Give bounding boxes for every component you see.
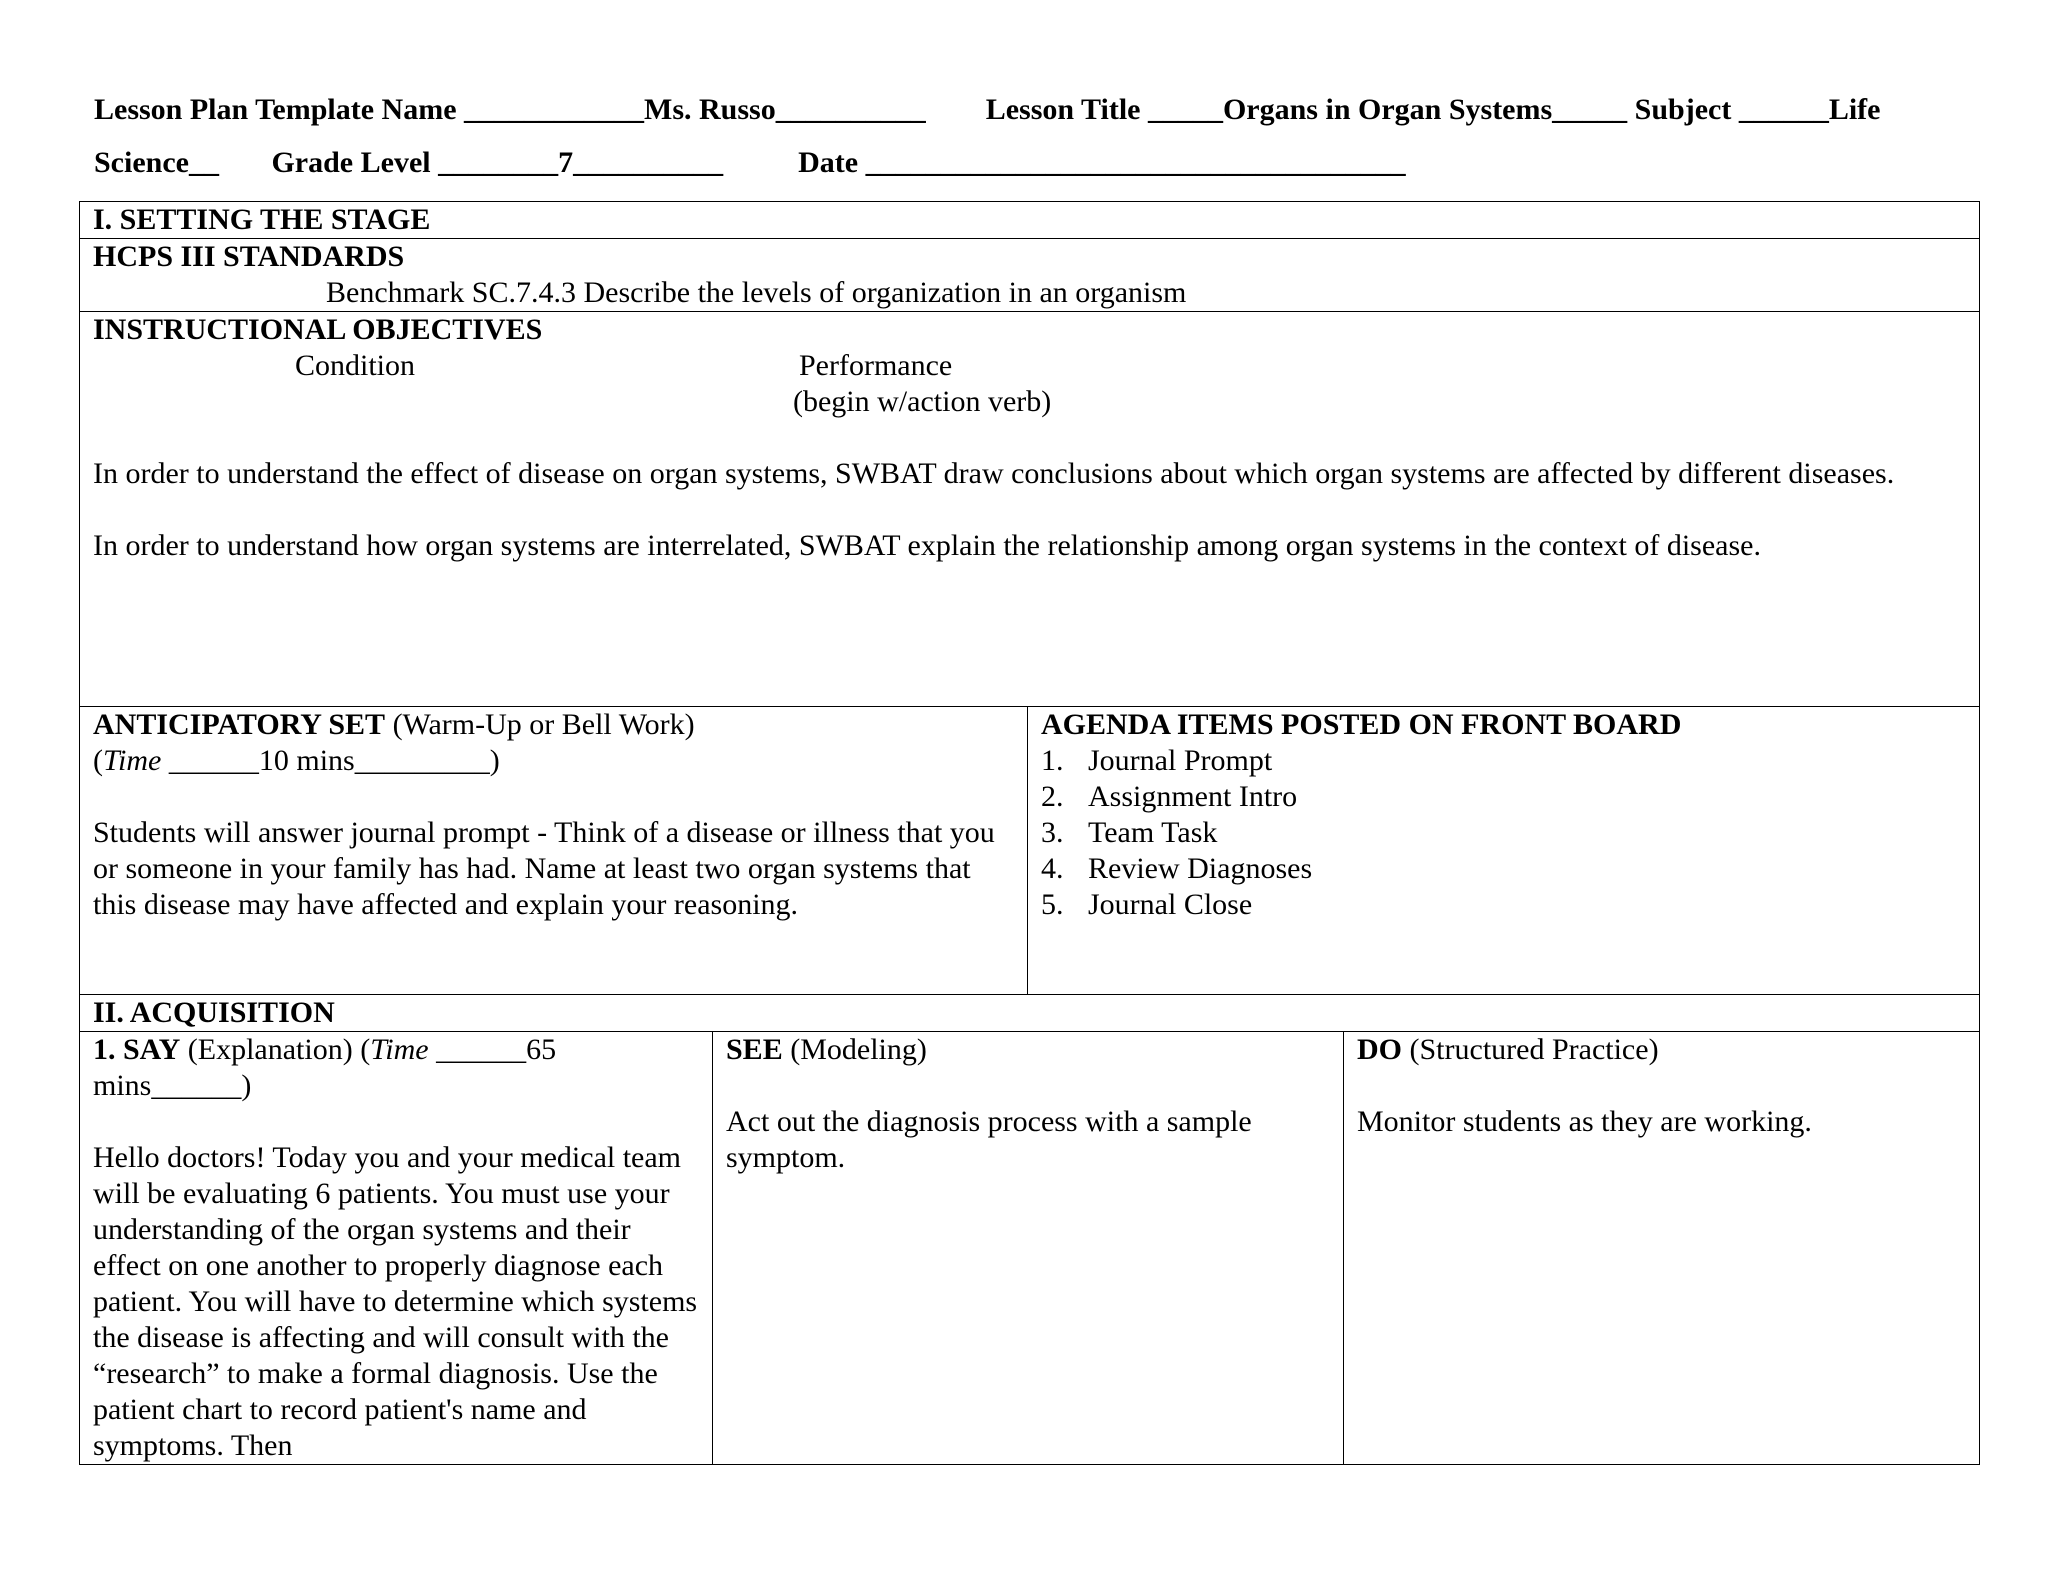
anticipatory-time-open: (	[93, 744, 103, 777]
agenda-item-label: Team Task	[1088, 816, 1218, 849]
objective-col-performance: Performance	[799, 349, 953, 382]
say-time-value: ______65 mins______)	[93, 1033, 557, 1102]
objective-performance-note: (begin w/action verb)	[793, 385, 1052, 418]
agenda-item	[1041, 743, 1967, 779]
standards-cell	[80, 239, 1980, 312]
do-title: DO	[1357, 1033, 1402, 1066]
say-title: 1. SAY	[93, 1033, 181, 1066]
setting-stage-cell	[80, 202, 1980, 239]
see-body: Act out the diagnosis process with a sample symptom.	[726, 1105, 1252, 1174]
say-title-note: (Explanation) (	[180, 1033, 371, 1066]
benchmark-text: Benchmark SC.7.4.3 Describe the levels of organization in an organism	[326, 276, 1187, 309]
agenda-list	[1041, 743, 1967, 923]
agenda-item-number: 2.	[1041, 780, 1064, 813]
agenda-title: AGENDA ITEMS POSTED ON FRONT BOARD	[1041, 708, 1682, 741]
say-time-label: Time	[370, 1033, 429, 1066]
see-cell	[713, 1032, 1344, 1465]
see-title: SEE	[726, 1033, 783, 1066]
do-cell	[1344, 1032, 1980, 1465]
anticipatory-title: ANTICIPATORY SET	[93, 708, 386, 741]
say-cell	[80, 1032, 713, 1465]
see-title-note: (Modeling)	[782, 1033, 927, 1066]
agenda-item-label: Journal Prompt	[1088, 744, 1273, 777]
standards-title: HCPS III STANDARDS	[93, 240, 405, 273]
objective-2: In order to understand how organ systems are interrelated, SWBAT explain the relationship among organ systems in the context of disease.	[93, 529, 1761, 562]
anticipatory-title-note: (Warm-Up or Bell Work)	[385, 708, 695, 741]
anticipatory-time-label: Time	[103, 744, 162, 777]
say-body: Hello doctors! Today you and your medical team will be evaluating 6 patients. You must use your understanding of the organ systems and their effect on one another to properly diagnose each patient. You will have to determine which systems the disease is affecting and will consult with the “research” to make a formal diagnosis. Use the patient chart to record patient's name and symptoms. Then	[93, 1141, 698, 1462]
agenda-item	[1041, 851, 1967, 887]
header-line-1: Lesson Plan Template Name ____________Ms. Russo__________ Lesson Title _____Organs in Organ Systems_____ Subject ______Life	[94, 93, 1881, 126]
agenda-item-number: 4.	[1041, 852, 1064, 885]
agenda-item-number: 1.	[1041, 744, 1064, 777]
agenda-item	[1041, 779, 1967, 815]
objective-col-condition: Condition	[295, 349, 416, 382]
anticipatory-time-value: ______10 mins_________)	[161, 744, 500, 777]
anticipatory-set-cell	[80, 707, 1028, 995]
setting-stage-title: I. SETTING THE STAGE	[93, 203, 431, 236]
agenda-item	[1041, 887, 1967, 923]
agenda-item-label: Review Diagnoses	[1088, 852, 1313, 885]
lesson-plan-table	[79, 201, 1980, 1465]
acquisition-title: II. ACQUISITION	[93, 996, 335, 1029]
objective-1: In order to understand the effect of disease on organ systems, SWBAT draw conclusions about which organ systems are affected by different diseases.	[93, 457, 1895, 490]
header-line-2: Science__ Grade Level ________7__________ Date ____________________________________	[94, 146, 1406, 179]
agenda-item-number: 3.	[1041, 816, 1064, 849]
agenda-cell	[1028, 707, 1980, 995]
do-title-note: (Structured Practice)	[1402, 1033, 1659, 1066]
agenda-item-number: 5.	[1041, 888, 1064, 921]
acquisition-cell	[80, 995, 1980, 1032]
do-body: Monitor students as they are working.	[1357, 1105, 1812, 1138]
agenda-item-label: Assignment Intro	[1088, 780, 1298, 813]
agenda-item-label: Journal Close	[1088, 888, 1253, 921]
objectives-cell	[80, 312, 1980, 707]
agenda-item	[1041, 815, 1967, 851]
objectives-title: INSTRUCTIONAL OBJECTIVES	[93, 313, 543, 346]
objective-columns	[93, 348, 1967, 420]
anticipatory-body: Students will answer journal prompt - Think of a disease or illness that you or someone in your family has had. Name at least two organ systems that this disease may have affected and explain your reasoning.	[93, 816, 995, 921]
